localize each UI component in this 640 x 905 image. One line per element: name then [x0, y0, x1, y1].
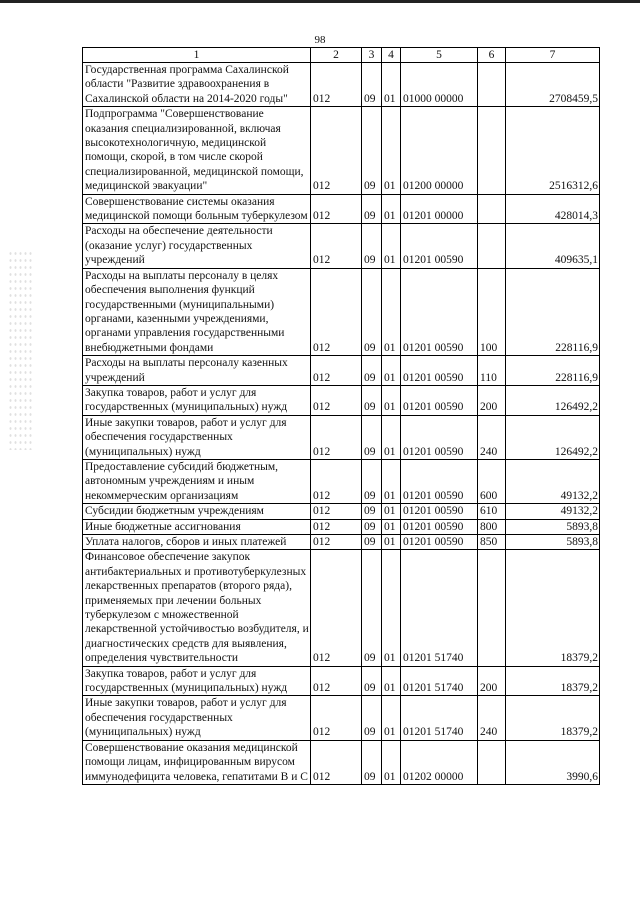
amount-cell: 228116,9 [506, 268, 600, 355]
row-name-cell: Иные бюджетные ассигнования [83, 519, 311, 534]
expense-type-cell [478, 63, 506, 107]
subsection-code-cell: 01 [382, 519, 401, 534]
ministry-code-cell: 012 [311, 268, 362, 355]
expense-type-cell: 100 [478, 268, 506, 355]
ministry-code-cell: 012 [311, 504, 362, 519]
expense-type-cell: 800 [478, 519, 506, 534]
table-row [83, 504, 600, 519]
section-code-cell: 09 [362, 356, 382, 386]
ministry-code-cell: 012 [311, 535, 362, 550]
amount-cell: 2516312,6 [506, 107, 600, 194]
amount-cell: 18379,2 [506, 696, 600, 740]
table-body [83, 63, 600, 785]
ministry-code-cell: 012 [311, 740, 362, 784]
expense-type-cell [478, 224, 506, 268]
row-name-cell: Финансовое обеспечение закупок антибактериальных и противотуберкулезных лекарственных препаратов (второго ряда), применяемых при лечении больных туберкулезом с множественной лекарственной устойчивостью возбудителя, и диагностических средств для выявления, определения чувствительности [83, 550, 311, 666]
column-header: 1 [83, 48, 311, 63]
row-name-cell: Расходы на обеспечение деятельности (оказание услуг) государственных учреждений [83, 224, 311, 268]
table-row [83, 356, 600, 386]
ministry-code-cell: 012 [311, 550, 362, 666]
amount-cell: 409635,1 [506, 224, 600, 268]
expense-type-cell: 110 [478, 356, 506, 386]
subsection-code-cell: 01 [382, 194, 401, 224]
subsection-code-cell: 01 [382, 504, 401, 519]
target-code-cell: 01201 51740 [401, 666, 478, 696]
target-code-cell: 01201 00590 [401, 459, 478, 503]
amount-cell: 49132,2 [506, 459, 600, 503]
section-code-cell: 09 [362, 107, 382, 194]
column-header: 6 [478, 48, 506, 63]
section-code-cell: 09 [362, 63, 382, 107]
section-code-cell: 09 [362, 268, 382, 355]
table-row [83, 194, 600, 224]
column-header: 7 [506, 48, 600, 63]
column-header: 2 [311, 48, 362, 63]
table-row [83, 740, 600, 784]
table-row [83, 224, 600, 268]
section-code-cell: 09 [362, 224, 382, 268]
table-row [83, 268, 600, 355]
column-header: 3 [362, 48, 382, 63]
section-code-cell: 09 [362, 415, 382, 459]
target-code-cell: 01201 00590 [401, 356, 478, 386]
amount-cell: 18379,2 [506, 666, 600, 696]
target-code-cell: 01201 00590 [401, 415, 478, 459]
expense-type-cell [478, 740, 506, 784]
subsection-code-cell: 01 [382, 696, 401, 740]
expense-type-cell: 240 [478, 415, 506, 459]
subsection-code-cell: 01 [382, 415, 401, 459]
expense-type-cell: 200 [478, 385, 506, 415]
amount-cell: 2708459,5 [506, 63, 600, 107]
section-code-cell: 09 [362, 550, 382, 666]
amount-cell: 428014,3 [506, 194, 600, 224]
section-code-cell: 09 [362, 504, 382, 519]
expense-type-cell [478, 194, 506, 224]
target-code-cell: 01000 00000 [401, 63, 478, 107]
budget-table [82, 47, 600, 785]
table-row [83, 666, 600, 696]
row-name-cell: Совершенствование системы оказания медицинской помощи больным туберкулезом [83, 194, 311, 224]
subsection-code-cell: 01 [382, 459, 401, 503]
row-name-cell: Субсидии бюджетным учреждениям [83, 504, 311, 519]
amount-cell: 126492,2 [506, 385, 600, 415]
subsection-code-cell: 01 [382, 224, 401, 268]
amount-cell: 126492,2 [506, 415, 600, 459]
target-code-cell: 01201 00590 [401, 519, 478, 534]
row-name-cell: Расходы на выплаты персоналу в целях обеспечения выполнения функций государственными (муниципальными) органами, казенными учреждениями, органами управления государственными внебюджетными фондами [83, 268, 311, 355]
section-code-cell: 09 [362, 194, 382, 224]
section-code-cell: 09 [362, 666, 382, 696]
table-row [83, 459, 600, 503]
subsection-code-cell: 01 [382, 107, 401, 194]
row-name-cell: Подпрограмма "Совершенствование оказания специализированной, включая высокотехнологичную, медицинской помощи, скорой, в том числе скорой специализированной, медицинской помощи, медицинской эвакуации" [83, 107, 311, 194]
subsection-code-cell: 01 [382, 740, 401, 784]
subsection-code-cell: 01 [382, 268, 401, 355]
page-number: 98 [314, 34, 326, 46]
amount-cell: 5893,8 [506, 519, 600, 534]
subsection-code-cell: 01 [382, 356, 401, 386]
section-code-cell: 09 [362, 535, 382, 550]
row-name-cell: Предоставление субсидий бюджетным, автономным учреждениям и иным некоммерческим организациям [83, 459, 311, 503]
section-code-cell: 09 [362, 519, 382, 534]
target-code-cell: 01201 00590 [401, 268, 478, 355]
subsection-code-cell: 01 [382, 535, 401, 550]
amount-cell: 5893,8 [506, 535, 600, 550]
expense-type-cell: 850 [478, 535, 506, 550]
target-code-cell: 01201 00590 [401, 224, 478, 268]
target-code-cell: 01201 00590 [401, 535, 478, 550]
table-row [83, 107, 600, 194]
amount-cell: 49132,2 [506, 504, 600, 519]
target-code-cell: 01201 00590 [401, 385, 478, 415]
scan-noise [8, 250, 32, 450]
ministry-code-cell: 012 [311, 666, 362, 696]
amount-cell: 228116,9 [506, 356, 600, 386]
table-row [83, 385, 600, 415]
ministry-code-cell: 012 [311, 194, 362, 224]
section-code-cell: 09 [362, 740, 382, 784]
amount-cell: 18379,2 [506, 550, 600, 666]
target-code-cell: 01201 51740 [401, 550, 478, 666]
expense-type-cell: 610 [478, 504, 506, 519]
table-row [83, 535, 600, 550]
ministry-code-cell: 012 [311, 356, 362, 386]
expense-type-cell: 240 [478, 696, 506, 740]
header-row [83, 48, 600, 63]
section-code-cell: 09 [362, 385, 382, 415]
table-row [83, 415, 600, 459]
row-name-cell: Иные закупки товаров, работ и услуг для обеспечения государственных (муниципальных) нужд [83, 696, 311, 740]
table-row [83, 550, 600, 666]
expense-type-cell [478, 107, 506, 194]
ministry-code-cell: 012 [311, 459, 362, 503]
column-header: 5 [401, 48, 478, 63]
expense-type-cell: 200 [478, 666, 506, 696]
ministry-code-cell: 012 [311, 519, 362, 534]
subsection-code-cell: 01 [382, 385, 401, 415]
target-code-cell: 01200 00000 [401, 107, 478, 194]
target-code-cell: 01202 00000 [401, 740, 478, 784]
subsection-code-cell: 01 [382, 666, 401, 696]
row-name-cell: Закупка товаров, работ и услуг для государственных (муниципальных) нужд [83, 385, 311, 415]
expense-type-cell [478, 550, 506, 666]
table-row [83, 519, 600, 534]
row-name-cell: Государственная программа Сахалинской области "Развитие здравоохранения в Сахалинской области на 2014-2020 годы" [83, 63, 311, 107]
subsection-code-cell: 01 [382, 63, 401, 107]
amount-cell: 3990,6 [506, 740, 600, 784]
ministry-code-cell: 012 [311, 696, 362, 740]
ministry-code-cell: 012 [311, 385, 362, 415]
ministry-code-cell: 012 [311, 63, 362, 107]
row-name-cell: Совершенствование оказания медицинской помощи лицам, инфицированным вирусом иммунодефицита человека, гепатитами В и С [83, 740, 311, 784]
ministry-code-cell: 012 [311, 415, 362, 459]
subsection-code-cell: 01 [382, 550, 401, 666]
target-code-cell: 01201 00590 [401, 504, 478, 519]
row-name-cell: Расходы на выплаты персоналу казенных учреждений [83, 356, 311, 386]
ministry-code-cell: 012 [311, 107, 362, 194]
table-row [83, 63, 600, 107]
row-name-cell: Иные закупки товаров, работ и услуг для обеспечения государственных (муниципальных) нужд [83, 415, 311, 459]
section-code-cell: 09 [362, 459, 382, 503]
ministry-code-cell: 012 [311, 224, 362, 268]
row-name-cell: Уплата налогов, сборов и иных платежей [83, 535, 311, 550]
section-code-cell: 09 [362, 696, 382, 740]
top-scan-rule [0, 0, 640, 3]
target-code-cell: 01201 51740 [401, 696, 478, 740]
expense-type-cell: 600 [478, 459, 506, 503]
row-name-cell: Закупка товаров, работ и услуг для государственных (муниципальных) нужд [83, 666, 311, 696]
target-code-cell: 01201 00000 [401, 194, 478, 224]
table-row [83, 696, 600, 740]
column-header: 4 [382, 48, 401, 63]
